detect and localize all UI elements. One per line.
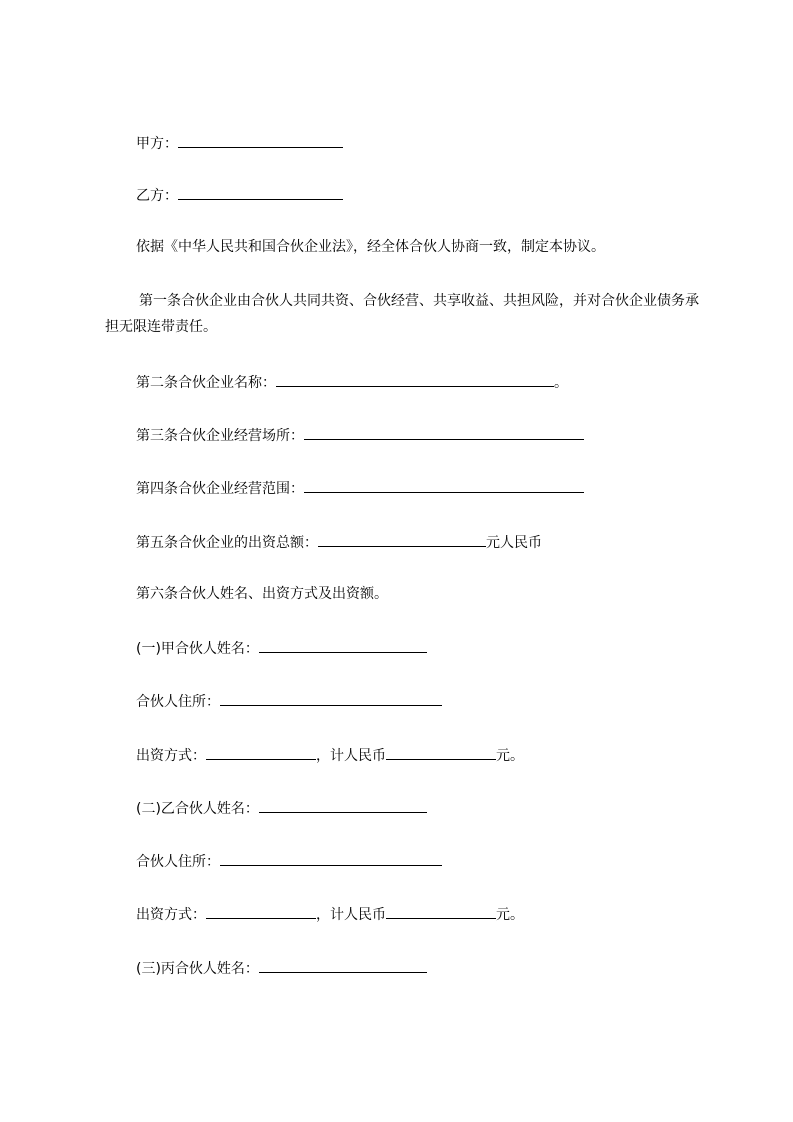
partner-3-name-label: (三)丙合伙人姓名： [136, 961, 259, 977]
partner-1-contribution-line [136, 744, 524, 766]
partner-2-address-line [136, 850, 442, 872]
partner-1-name-blank[interactable] [259, 637, 427, 653]
business-scope-blank[interactable] [304, 477, 584, 493]
article-3-line [136, 424, 584, 446]
partner-2-amount-label: ，计人民币 [316, 907, 386, 923]
article-2-label: 第二条合伙企业名称： [136, 375, 276, 391]
partner-3-name-line [136, 957, 427, 979]
article-5-line [136, 531, 542, 553]
party-b-line [136, 184, 343, 206]
article-2-suffix: 。 [554, 375, 568, 391]
party-b-blank[interactable] [178, 184, 343, 200]
party-a-blank[interactable] [178, 132, 343, 148]
party-a-line [136, 132, 343, 154]
article-5-label: 第五条合伙企业的出资总额： [136, 535, 318, 551]
partner-2-address-label: 合伙人住所： [136, 854, 220, 870]
partner-1-amount-label: ，计人民币 [316, 748, 386, 764]
partner-3-name-blank[interactable] [259, 957, 427, 973]
partner-1-amount-suffix: 元。 [496, 748, 524, 764]
article-4-line [136, 477, 584, 499]
partner-2-address-blank[interactable] [220, 850, 442, 866]
enterprise-name-blank[interactable] [276, 371, 554, 387]
partner-1-name-line [136, 637, 427, 659]
article-1 [105, 288, 705, 340]
preamble-text: 依据《中华人民共和国合伙企业法》，经全体合伙人协商一致，制定本协议。 [136, 239, 605, 255]
partner-2-amount-blank[interactable] [386, 903, 496, 919]
partner-1-amount-blank[interactable] [386, 744, 496, 760]
preamble [136, 237, 605, 257]
partner-1-address-blank[interactable] [220, 690, 442, 706]
partner-2-name-label: (二)乙合伙人姓名： [136, 801, 259, 817]
article-1-text: 第一条合伙企业由合伙人共同共资、合伙经营、共享收益、共担风险，并对合伙企业债务承担无限连带责任。 [105, 293, 699, 335]
partner-1-address-line [136, 690, 442, 712]
party-a-label: 甲方： [136, 136, 178, 152]
partner-2-contribution-label: 出资方式： [136, 907, 206, 923]
partner-2-contribution-blank[interactable] [206, 903, 316, 919]
total-capital-blank[interactable] [318, 531, 486, 547]
article-3-label: 第三条合伙企业经营场所： [136, 428, 304, 444]
partner-2-amount-suffix: 元。 [496, 907, 524, 923]
partner-1-contribution-blank[interactable] [206, 744, 316, 760]
article-6-text: 第六条合伙人姓名、出资方式及出资额。 [136, 586, 388, 602]
business-premises-blank[interactable] [304, 424, 584, 440]
partner-1-contribution-label: 出资方式： [136, 748, 206, 764]
article-5-suffix: 元人民币 [486, 535, 542, 551]
partner-2-contribution-line [136, 903, 524, 925]
article-6 [136, 584, 388, 604]
party-b-label: 乙方： [136, 188, 178, 204]
article-4-label: 第四条合伙企业经营范围： [136, 481, 304, 497]
partner-1-address-label: 合伙人住所： [136, 694, 220, 710]
partner-2-name-line [136, 797, 427, 819]
partner-1-name-label: (一)甲合伙人姓名： [136, 641, 259, 657]
partner-2-name-blank[interactable] [259, 797, 427, 813]
article-2-line [136, 371, 568, 393]
